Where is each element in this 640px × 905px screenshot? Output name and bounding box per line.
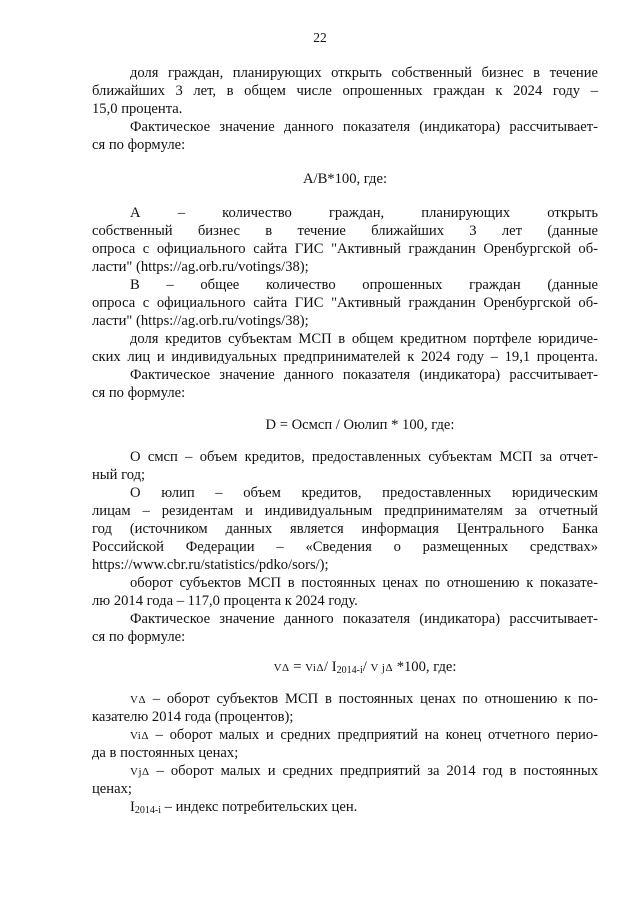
text-line: ских лиц и индивидуальных предпринимателей к 2024 году – 19,1 процента.: [92, 349, 598, 365]
page-number: 22: [313, 30, 327, 45]
formula-symbol: I: [130, 799, 135, 815]
formula-part: *100, где:: [393, 659, 457, 675]
text-line: Фактическое значение данного показателя (индикатора) рассчитывает-: [130, 119, 598, 135]
text-line: доля граждан, планирующих открыть собственный бизнес в течение: [130, 65, 598, 81]
text-line: лю 2014 года – 117,0 процента к 2024 году.: [92, 593, 358, 609]
text-line: ся по формуле:: [92, 385, 186, 401]
definition-line: [130, 726, 598, 745]
formula-symbol: VΔ: [130, 694, 147, 706]
formula-ab: A/B*100, где:: [302, 171, 388, 187]
definition-line: [130, 762, 598, 781]
text-line: ся по формуле:: [92, 629, 186, 645]
formula-symbol: ViΔ: [130, 730, 149, 742]
text-line: лицам – резидентам и индивидуальным предпринимателям за отчетный: [92, 503, 598, 519]
formula-symbol: ViΔ: [305, 662, 325, 674]
text-line: ласти" (https://ag.orb.ru/votings/38);: [92, 313, 309, 329]
definition-text: – оборот малых и средних предприятий на конец отчетного перио-: [148, 727, 598, 743]
text-line: опроса с официального сайта ГИС "Активный гражданин Оренбургской об-: [92, 241, 598, 257]
definition-text: – оборот малых и средних предприятий за 2014 год в постоянных: [149, 763, 598, 779]
definition-line: [130, 690, 598, 709]
formula-part: /: [324, 659, 332, 675]
formula-subscript: 2014-i: [134, 805, 161, 816]
formula-symbol: V jΔ: [370, 662, 394, 674]
text-line: О смсп – объем кредитов, предоставленных субъектам МСП за отчет-: [130, 449, 598, 465]
text-line: доля кредитов субъектам МСП в общем кредитном портфеле юридиче-: [130, 331, 598, 347]
text-line: ближайших 3 лет, в общем числе опрошенных граждан к 2024 году –: [92, 83, 598, 99]
text-line: https://www.cbr.ru/statistics/pdko/sors/);: [92, 557, 329, 573]
formula-v: [92, 658, 598, 680]
text-line: оборот субъектов МСП в постоянных ценах по отношению к показате-: [130, 575, 598, 591]
formula-part: /: [362, 659, 371, 675]
text-line: казателю 2014 года (процентов);: [92, 709, 294, 725]
text-line: собственный бизнес в течение ближайших 3 лет (данные: [92, 223, 598, 239]
formula-d: D = Осмсп / Оюлип * 100, где:: [265, 417, 455, 433]
text-line: ный год;: [92, 467, 146, 483]
text-line: год (источником данных является информация Центрального Банка: [92, 521, 598, 537]
text-line: Российской Федерации – «Сведения о размещенных средствах»: [92, 539, 598, 555]
text-line: Фактическое значение данного показателя (индикатора) рассчитывает-: [130, 611, 598, 627]
text-line: ласти" (https://ag.orb.ru/votings/38);: [92, 259, 309, 275]
text-line: В – общее количество опрошенных граждан (данные: [130, 277, 598, 293]
definition-text: – индекс потребительских цен.: [160, 799, 358, 815]
formula-symbol: VΔ: [273, 662, 290, 674]
text-line: ценах;: [92, 781, 132, 797]
formula-part: I: [331, 659, 337, 675]
text-line: Фактическое значение данного показателя (индикатора) рассчитывает-: [130, 367, 598, 383]
text-line: 15,0 процента.: [92, 101, 183, 117]
formula-symbol: VjΔ: [130, 766, 150, 778]
formula-subscript: 2014-i: [336, 665, 363, 676]
formula-part: =: [289, 659, 306, 675]
text-line: да в постоянных ценах;: [92, 745, 239, 761]
text-line: О юлип – объем кредитов, предоставленных юридическим: [130, 485, 598, 501]
text-line: ся по формуле:: [92, 137, 186, 153]
definition-line: [130, 798, 598, 820]
text-line: опроса с официального сайта ГИС "Активный гражданин Оренбургской об-: [92, 295, 598, 311]
text-line: А – количество граждан, планирующих открыть: [130, 205, 598, 221]
definition-text: – оборот субъектов МСП в постоянных ценах по отношению к по-: [146, 691, 598, 707]
